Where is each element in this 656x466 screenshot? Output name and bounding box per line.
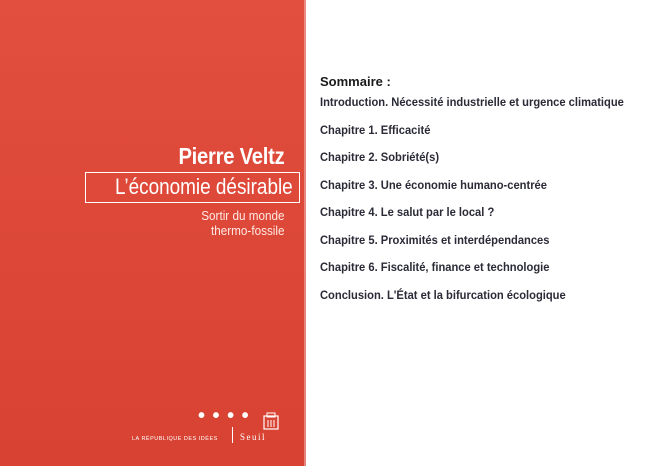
seuil-logo-icon [262, 412, 280, 430]
toc-item: Chapitre 3. Une économie humano-centrée [320, 177, 547, 192]
series-name: LA RÉPUBLIQUE DES IDÉES [132, 436, 218, 442]
book-cover [0, 0, 306, 466]
toc-item: Chapitre 2. Sobriété(s) [320, 150, 440, 164]
cover-title: L’économie désirable [115, 174, 293, 199]
cover-title-frame [85, 172, 300, 203]
cover-subtitle-line: Sortir du monde [200, 208, 284, 223]
cover-edge [304, 0, 306, 466]
cover-subtitle-line: thermo-fossile [210, 223, 284, 238]
publisher-divider [232, 427, 233, 443]
toc-item: Chapitre 4. Le salut par le local ? [320, 205, 495, 219]
publisher-name: Seuil [240, 432, 267, 442]
toc-heading: Sommaire : [320, 74, 391, 89]
cover-subtitle [201, 208, 284, 238]
series-logo-dots: • • • • [198, 405, 250, 427]
toc-item: Chapitre 5. Proximités et interdépendances [320, 232, 550, 247]
toc-item: Conclusion. L'État et la bifurcation écologique [320, 287, 566, 302]
cover-author: Pierre Veltz [178, 143, 284, 169]
toc-item: Chapitre 1. Efficacité [320, 122, 431, 137]
toc-item: Introduction. Nécessité industrielle et urgence climatique [320, 95, 624, 109]
toc-item: Chapitre 6. Fiscalité, finance et technologie [320, 260, 550, 274]
table-of-contents [320, 74, 650, 314]
